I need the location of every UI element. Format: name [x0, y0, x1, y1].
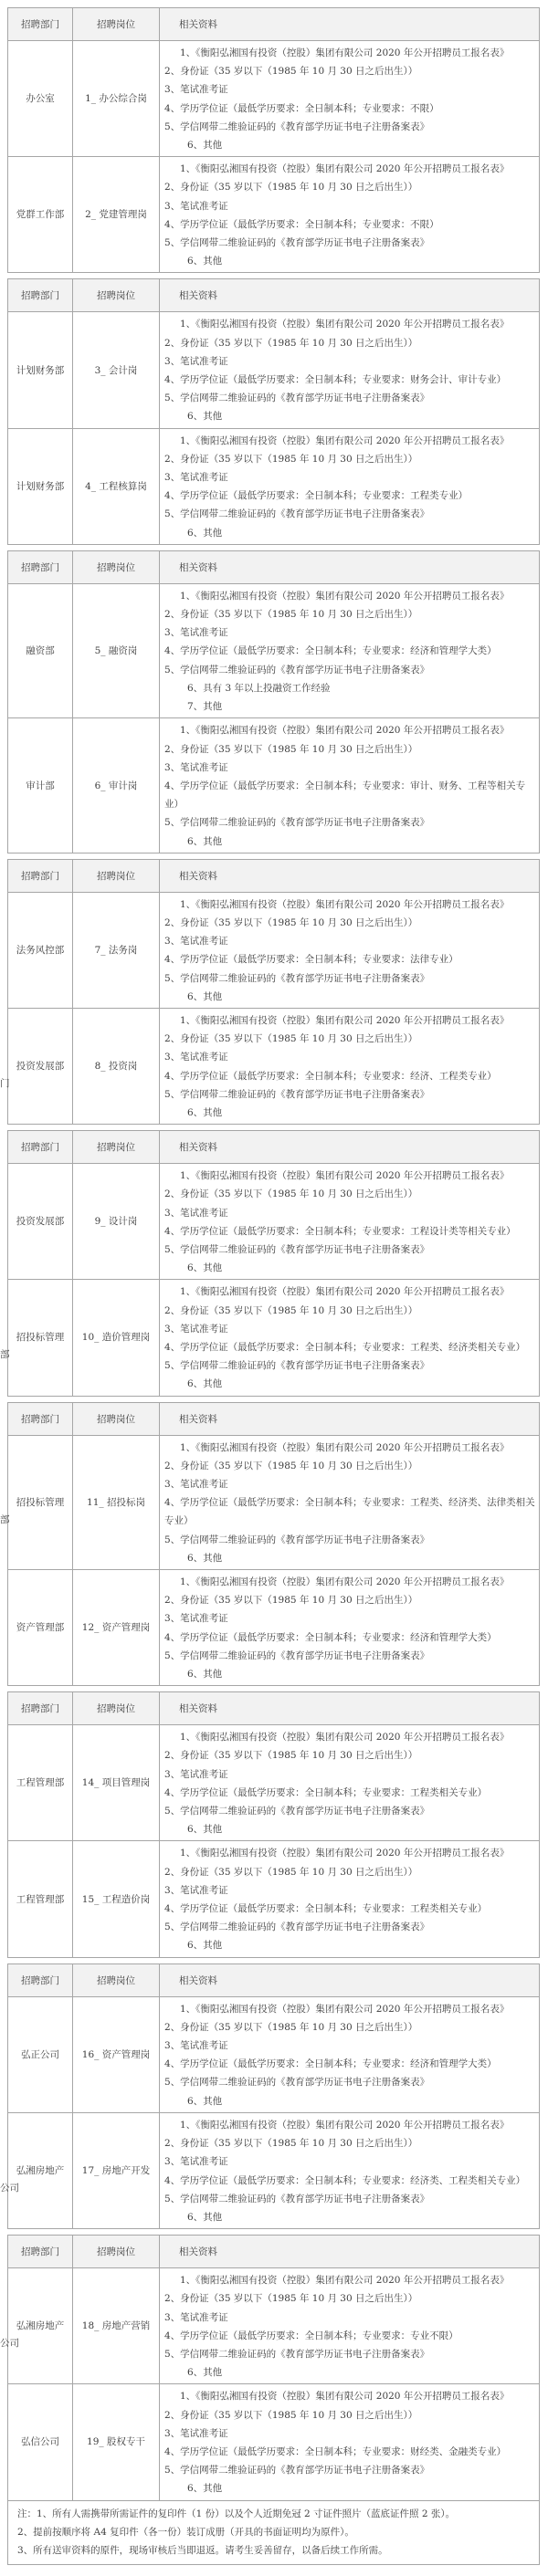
- department-name-overflow: 部: [0, 1513, 10, 1525]
- materials-item: 4、学历学位证（最低学历要求：全日制本科；专业要求：经济和管理学大类）: [164, 1631, 497, 1643]
- position-cell: [73, 1436, 160, 1570]
- materials-item: 3、笔试准考证: [164, 1884, 228, 1896]
- department-cell: [8, 893, 73, 1009]
- materials-item: 6、其他: [187, 140, 223, 152]
- header-cell-department: 招聘部门: [8, 279, 73, 312]
- materials-item: 5、学信网带二维验证码的《教育部学历证书电子注册备案表》: [164, 1243, 430, 1255]
- materials-item: 6、其他: [187, 1669, 223, 1681]
- position-name: 8_ 投资岗: [94, 1061, 138, 1073]
- materials-item: 2、身份证（35 岁以下（1985 年 10 月 30 日之后出生））: [164, 2138, 418, 2150]
- header-cell-department: 招聘部门: [8, 1403, 73, 1436]
- position-cell: [73, 1009, 160, 1125]
- position-cell: [73, 584, 160, 718]
- header-cell-position: 招聘岗位: [73, 1964, 160, 1997]
- department-cell: [8, 718, 73, 853]
- materials-item: 1、《衡阳弘湘国有投资（控股）集团有限公司 2020 年公开招聘员工报名表》: [180, 1286, 510, 1298]
- department-name: 弘信公司: [21, 2436, 59, 2448]
- materials-item: 6、其他: [187, 2211, 223, 2223]
- materials-item: 4、学历学位证（最低学历要求：全日制本科；专业要求：工程类相关专业）: [164, 1903, 488, 1915]
- materials-item: 1、《衡阳弘湘国有投资（控股）集团有限公司 2020 年公开招聘员工报名表》: [180, 2119, 510, 2131]
- header-cell-department: 招聘部门: [8, 2236, 73, 2268]
- header-cell-materials: 相关资料: [160, 1964, 540, 1997]
- materials-cell: [160, 1570, 540, 1686]
- position-name: 17_ 房地产开发: [81, 2165, 151, 2176]
- materials-item: 3、笔试准考证: [164, 1613, 228, 1625]
- department-name: 弘湘房地产: [16, 2320, 65, 2332]
- materials-item: 3、笔试准考证: [164, 2427, 228, 2439]
- materials-item: 4、学历学位证（最低学历要求：全日制本科；专业要求：工程类专业）: [164, 490, 469, 502]
- materials-cell: [160, 584, 540, 718]
- materials-item: 2、身份证（35 岁以下（1985 年 10 月 30 日之后出生））: [164, 609, 418, 621]
- position-cell: [73, 2384, 160, 2500]
- department-name: 计划财务部: [16, 480, 65, 492]
- department-cell: [8, 2384, 73, 2500]
- materials-item: 1、《衡阳弘湘国有投资（控股）集团有限公司 2020 年公开招聘员工报名表》: [180, 1170, 510, 1182]
- materials-item: 1、《衡阳弘湘国有投资（控股）集团有限公司 2020 年公开招聘员工报名表》: [180, 2275, 510, 2287]
- position-name: 7_ 法务岗: [94, 944, 138, 956]
- position-cell: [73, 893, 160, 1009]
- materials-item: 3、笔试准考证: [164, 355, 228, 367]
- materials-item: 6、其他: [187, 256, 223, 267]
- materials-item: 6、其他: [187, 1106, 223, 1118]
- department-name: 弘湘房地产: [16, 2165, 65, 2176]
- department-name: 审计部: [26, 780, 55, 791]
- materials-item: 4、学历学位证（最低学历要求：全日制本科；专业要求：经济类、工程类相关专业）: [164, 2174, 526, 2186]
- position-name: 12_ 资产管理岗: [81, 1622, 151, 1634]
- materials-cell: [160, 2268, 540, 2384]
- position-name: 5_ 融资岗: [94, 645, 138, 657]
- materials-item: 6、其他: [187, 2483, 223, 2495]
- position-cell: [73, 1725, 160, 1841]
- header-cell-materials: 相关资料: [160, 8, 540, 41]
- position-name: 14_ 项目管理岗: [81, 1777, 151, 1789]
- position-cell: [73, 157, 160, 273]
- materials-item: 6、其他: [187, 835, 223, 847]
- materials-item: 2、身份证（35 岁以下（1985 年 10 月 30 日之后出生））: [164, 2293, 418, 2305]
- materials-cell: [160, 429, 540, 545]
- materials-item: 2、身份证（35 岁以下（1985 年 10 月 30 日之后出生））: [164, 1304, 418, 1316]
- materials-cell: [160, 1997, 540, 2113]
- department-cell: [0, 2268, 73, 2384]
- materials-item: 5、学信网带二维验证码的《教育部学历证书电子注册备案表》: [164, 2193, 430, 2204]
- materials-item: 5、学信网带二维验证码的《教育部学历证书电子注册备案表》: [164, 2077, 430, 2089]
- recruitment-table-section: [7, 1691, 540, 1957]
- materials-cell: [160, 2384, 540, 2500]
- department-name: 党群工作部: [16, 209, 65, 221]
- materials-cell: [160, 1725, 540, 1841]
- department-name: 投资发展部: [16, 1216, 65, 1228]
- materials-item: 6、其他: [187, 2095, 223, 2107]
- materials-item: 6、其他: [187, 1262, 223, 1274]
- position-cell: [73, 718, 160, 853]
- position-cell: [73, 1280, 160, 1396]
- header-cell-materials: 相关资料: [160, 551, 540, 584]
- position-cell: [73, 429, 160, 545]
- department-cell: [8, 1164, 73, 1280]
- header-cell-position: 招聘岗位: [73, 551, 160, 584]
- department-name-overflow: 部: [0, 1349, 10, 1361]
- materials-item: 5、学信网带二维验证码的《教育部学历证书电子注册备案表》: [164, 817, 430, 829]
- header-cell-position: 招聘岗位: [73, 860, 160, 893]
- materials-item: 5、学信网带二维验证码的《教育部学历证书电子注册备案表》: [164, 120, 430, 132]
- department-cell: [8, 312, 73, 428]
- recruitment-table-section: [0, 1402, 540, 1687]
- materials-item: 2、身份证（35 岁以下（1985 年 10 月 30 日之后出生））: [164, 916, 418, 928]
- materials-item: 3、笔试准考证: [164, 936, 228, 948]
- header-cell-materials: 相关资料: [160, 2236, 540, 2268]
- materials-item: 2、身份证（35 岁以下（1985 年 10 月 30 日之后出生））: [164, 182, 418, 194]
- department-name: 计划财务部: [16, 364, 65, 376]
- materials-item: 4、学历学位证（最低学历要求：全日制本科；专业要求：经济、工程类专业）: [164, 1070, 497, 1082]
- materials-item: 5、学信网带二维验证码的《教育部学历证书电子注册备案表》: [164, 1806, 430, 1817]
- materials-item: 3、笔试准考证: [164, 84, 228, 96]
- materials-item: 3、笔试准考证: [164, 200, 228, 212]
- footnote: [8, 2501, 540, 2566]
- materials-item: 6、其他: [187, 527, 223, 539]
- materials-item: 2、身份证（35 岁以下（1985 年 10 月 30 日之后出生））: [164, 1866, 418, 1878]
- header-cell-position: 招聘岗位: [73, 8, 160, 41]
- materials-item: 1、《衡阳弘湘国有投资（控股）集团有限公司 2020 年公开招聘员工报名表》: [180, 590, 510, 602]
- materials-item: 2、身份证（35 岁以下（1985 年 10 月 30 日之后出生））: [164, 1189, 418, 1200]
- materials-item: 4、学历学位证（最低学历要求：全日制本科；专业要求：工程设计类等相关专业）: [164, 1225, 516, 1237]
- materials-item: 3、笔试准考证: [164, 1479, 228, 1490]
- position-name: 10_ 造价管理岗: [81, 1332, 151, 1344]
- materials-cell: [160, 157, 540, 273]
- position-name: 11_ 招投标岗: [87, 1496, 145, 1508]
- materials-item: 5、学信网带二维验证码的《教育部学历证书电子注册备案表》: [164, 664, 430, 675]
- position-cell: [73, 1841, 160, 1957]
- materials-item: 1、《衡阳弘湘国有投资（控股）集团有限公司 2020 年公开招聘员工报名表》: [180, 163, 510, 175]
- position-name: 18_ 房地产营销: [81, 2320, 151, 2332]
- footnote-line: 2、提前按顺序将 A4 复印件（各一份）装订成册（开具的书面证明均为原件）。: [17, 2526, 354, 2538]
- materials-item: 3、笔试准考证: [164, 2311, 228, 2323]
- materials-item: 1、《衡阳弘湘国有投资（控股）集团有限公司 2020 年公开招聘员工报名表》: [180, 1576, 510, 1588]
- materials-item: 5、学信网带二维验证码的《教育部学历证书电子注册备案表》: [164, 508, 430, 520]
- materials-item: 5、学信网带二维验证码的《教育部学历证书电子注册备案表》: [164, 393, 430, 404]
- materials-item: 1、《衡阳弘湘国有投资（控股）集团有限公司 2020 年公开招聘员工报名表》: [180, 47, 510, 58]
- materials-item: 2、身份证（35 岁以下（1985 年 10 月 30 日之后出生））: [164, 2409, 418, 2421]
- materials-item: 5、学信网带二维验证码的《教育部学历证书电子注册备案表》: [164, 1922, 430, 1933]
- materials-item: 4、学历学位证（最低学历要求：全日制本科；专业要求：经济和管理学大类）: [164, 2058, 497, 2070]
- materials-cell: [160, 312, 540, 428]
- department-cell: [8, 1841, 73, 1957]
- department-name: 资产管理部: [16, 1622, 65, 1634]
- materials-item: 5、学信网带二维验证码的《教育部学历证书电子注册备案表》: [164, 2465, 430, 2477]
- position-cell: [73, 1997, 160, 2113]
- position-name: 3_ 会计岗: [94, 364, 138, 376]
- materials-item: 5、学信网带二维验证码的《教育部学历证书电子注册备案表》: [164, 237, 430, 249]
- materials-item: 3、笔试准考证: [164, 1052, 228, 1063]
- department-name: 招投标管理: [16, 1332, 65, 1344]
- department-cell: [0, 1436, 73, 1570]
- position-cell: [73, 312, 160, 428]
- position-name: 6_ 审计岗: [94, 780, 138, 791]
- department-name: 招投标管理: [16, 1496, 65, 1508]
- recruitment-table-section: [0, 1130, 540, 1396]
- materials-item: 1、《衡阳弘湘国有投资（控股）集团有限公司 2020 年公开招聘员工报名表》: [180, 435, 510, 446]
- materials-item: 2、身份证（35 岁以下（1985 年 10 月 30 日之后出生））: [164, 337, 418, 349]
- position-name: 9_ 设计岗: [94, 1216, 138, 1228]
- department-cell: [8, 1570, 73, 1686]
- position-cell: [73, 1570, 160, 1686]
- header-cell-position: 招聘岗位: [73, 279, 160, 312]
- materials-item: 3、笔试准考证: [164, 627, 228, 639]
- header-cell-department: 招聘部门: [8, 551, 73, 584]
- header-cell-materials: 相关资料: [160, 1131, 540, 1164]
- materials-item: 4、学历学位证（最低学历要求：全日制本科；专业要求：工程类、经济类相关专业）: [164, 1341, 526, 1353]
- position-cell: [73, 2113, 160, 2229]
- department-name: 法务风控部: [16, 944, 65, 956]
- materials-cell: [160, 893, 540, 1009]
- department-name: 工程管理部: [16, 1777, 65, 1789]
- recruitment-table-section: [0, 1963, 540, 2229]
- department-name: 办公室: [26, 93, 55, 105]
- header-cell-position: 招聘岗位: [73, 1403, 160, 1436]
- materials-item: 1、《衡阳弘湘国有投资（控股）集团有限公司 2020 年公开招聘员工报名表》: [180, 898, 510, 910]
- recruitment-table-section: [7, 278, 540, 544]
- footnote-line: 3、所有送审资料的原件，现场审核后当即退返。请考生妥善留存，以备后续工作所需。: [17, 2544, 388, 2556]
- materials-item: 5、学信网带二维验证码的《教育部学历证书电子注册备案表》: [164, 1649, 430, 1661]
- header-cell-department: 招聘部门: [8, 1964, 73, 1997]
- department-name-overflow: 公司: [0, 2338, 19, 2350]
- department-name-overflow: 公司: [0, 2183, 19, 2194]
- materials-item: 3、笔试准考证: [164, 1207, 228, 1219]
- materials-item: 1、《衡阳弘湘国有投资（控股）集团有限公司 2020 年公开招聘员工报名表》: [180, 1848, 510, 1859]
- department-cell: [8, 41, 73, 157]
- position-name: 1_ 办公综合岗: [85, 93, 147, 105]
- materials-item: 2、身份证（35 岁以下（1985 年 10 月 30 日之后出生））: [164, 453, 418, 465]
- materials-item: 5、学信网带二维验证码的《教育部学历证书电子注册备案表》: [164, 972, 430, 984]
- materials-item: 1、《衡阳弘湘国有投资（控股）集团有限公司 2020 年公开招聘员工报名表》: [180, 1732, 510, 1744]
- materials-item: 6、其他: [187, 990, 223, 1002]
- materials-item: 1、《衡阳弘湘国有投资（控股）集团有限公司 2020 年公开招聘员工报名表》: [180, 2391, 510, 2403]
- materials-item: 3、笔试准考证: [164, 1323, 228, 1335]
- header-cell-materials: 相关资料: [160, 1692, 540, 1725]
- materials-item: 1、《衡阳弘湘国有投资（控股）集团有限公司 2020 年公开招聘员工报名表》: [180, 1441, 510, 1453]
- department-cell: [0, 2113, 73, 2229]
- materials-item: 4、学历学位证（最低学历要求：全日制本科；专业要求：工程类相关专业）: [164, 1786, 488, 1798]
- department-cell: [0, 1280, 73, 1396]
- materials-item: 5、学信网带二维验证码的《教育部学历证书电子注册备案表》: [164, 1534, 430, 1545]
- department-cell: [8, 584, 73, 718]
- materials-item: 2、身份证（35 岁以下（1985 年 10 月 30 日之后出生））: [164, 66, 418, 78]
- header-cell-position: 招聘岗位: [73, 1131, 160, 1164]
- materials-item: 5、学信网带二维验证码的《教育部学历证书电子注册备案表》: [164, 2348, 430, 2360]
- materials-cell: [160, 1280, 540, 1396]
- materials-item: 4、学历学位证（最低学历要求：全日制本科；专业要求：工程类、经济类、法律类相关专业）: [164, 1497, 535, 1527]
- materials-item: 2、身份证（35 岁以下（1985 年 10 月 30 日之后出生））: [164, 1460, 418, 1471]
- materials-item: 2、身份证（35 岁以下（1985 年 10 月 30 日之后出生））: [164, 1750, 418, 1762]
- materials-item: 5、学信网带二维验证码的《教育部学历证书电子注册备案表》: [164, 1360, 430, 1372]
- header-cell-materials: 相关资料: [160, 279, 540, 312]
- materials-item: 6、其他: [187, 1378, 223, 1390]
- position-cell: [73, 41, 160, 157]
- header-cell-department: 招聘部门: [8, 1692, 73, 1725]
- department-name: 弘正公司: [21, 2048, 59, 2060]
- header-cell-department: 招聘部门: [8, 8, 73, 41]
- department-cell: [8, 1997, 73, 2113]
- materials-item: 4、学历学位证（最低学历要求：全日制本科；专业要求：财务会计、审计专业）: [164, 374, 507, 386]
- department-cell: [8, 1725, 73, 1841]
- materials-item: 2、身份证（35 岁以下（1985 年 10 月 30 日之后出生））: [164, 2021, 418, 2033]
- position-name: 2_ 党建管理岗: [85, 209, 147, 221]
- materials-item: 1、《衡阳弘湘国有投资（控股）集团有限公司 2020 年公开招聘员工报名表》: [180, 2003, 510, 2015]
- materials-item: 3、笔试准考证: [164, 2040, 228, 2052]
- department-name-overflow: 门: [0, 1078, 10, 1090]
- materials-item: 6、其他: [187, 2367, 223, 2379]
- materials-item: 3、笔试准考证: [164, 1768, 228, 1780]
- department-name: 投资发展部: [16, 1061, 65, 1073]
- materials-item: 3、笔试准考证: [164, 2156, 228, 2168]
- department-name: 工程管理部: [16, 1893, 65, 1905]
- header-cell-position: 招聘岗位: [73, 1692, 160, 1725]
- materials-item: 4、学历学位证（最低学历要求：全日制本科；专业要求：财经类、金融类专业）: [164, 2445, 507, 2457]
- materials-item: 6、其他: [187, 1940, 223, 1952]
- materials-cell: [160, 2113, 540, 2229]
- materials-cell: [160, 1436, 540, 1570]
- materials-item: 2、身份证（35 岁以下（1985 年 10 月 30 日之后出生））: [164, 743, 418, 755]
- materials-item: 4、学历学位证（最低学历要求：全日制本科；专业要求：审计、财务、工程等相关专业）: [164, 780, 526, 811]
- materials-item: 4、学历学位证（最低学历要求：全日制本科；专业要求：法律专业）: [164, 954, 458, 966]
- department-name: 融资部: [26, 645, 55, 657]
- recruitment-table-section: [7, 7, 540, 273]
- materials-item: 4、学历学位证（最低学历要求：全日制本科；专业要求：不限）: [164, 218, 439, 230]
- materials-cell: [160, 41, 540, 157]
- recruitment-table-section: [7, 550, 540, 853]
- header-cell-materials: 相关资料: [160, 1403, 540, 1436]
- recruitment-table-section: [0, 2235, 540, 2565]
- materials-item: 2、身份证（35 岁以下（1985 年 10 月 30 日之后出生））: [164, 1595, 418, 1607]
- materials-item: 3、笔试准考证: [164, 472, 228, 484]
- materials-cell: [160, 1009, 540, 1125]
- department-cell: [0, 1009, 73, 1125]
- materials-cell: [160, 1841, 540, 1957]
- header-cell-department: 招聘部门: [8, 1131, 73, 1164]
- recruitment-table-section: [0, 859, 540, 1125]
- footnote-line: 注：1、所有人需携带所需证件的复印件（1 份）以及个人近期免冠 2 寸证件照片（蓝底证件照 2 张）。: [17, 2508, 456, 2519]
- materials-item: 6、其他: [187, 411, 223, 423]
- position-name: 15_ 工程造价岗: [81, 1893, 151, 1905]
- materials-item: 4、学历学位证（最低学历要求：全日制本科；专业要求：经济和管理学大类）: [164, 645, 497, 657]
- department-cell: [8, 157, 73, 273]
- materials-item: 6、其他: [187, 1552, 223, 1564]
- materials-item: 7、其他: [187, 701, 223, 713]
- position-cell: [73, 2268, 160, 2384]
- position-cell: [73, 1164, 160, 1280]
- materials-item: 1、《衡阳弘湘国有投资（控股）集团有限公司 2020 年公开招聘员工报名表》: [180, 319, 510, 330]
- header-cell-department: 招聘部门: [8, 860, 73, 893]
- materials-item: 1、《衡阳弘湘国有投资（控股）集团有限公司 2020 年公开招聘员工报名表》: [180, 725, 510, 737]
- header-cell-materials: 相关资料: [160, 860, 540, 893]
- materials-item: 5、学信网带二维验证码的《教育部学历证书电子注册备案表》: [164, 1088, 430, 1100]
- materials-item: 2、身份证（35 岁以下（1985 年 10 月 30 日之后出生））: [164, 1033, 418, 1045]
- materials-item: 4、学历学位证（最低学历要求：全日制本科；专业要求：专业不限）: [164, 2330, 458, 2341]
- materials-item: 6、其他: [187, 1824, 223, 1836]
- materials-cell: [160, 1164, 540, 1280]
- position-name: 16_ 资产管理岗: [81, 2048, 151, 2060]
- header-cell-position: 招聘岗位: [73, 2236, 160, 2268]
- materials-item: 3、笔试准考证: [164, 761, 228, 773]
- position-name: 4_ 工程核算岗: [85, 480, 147, 492]
- department-cell: [8, 429, 73, 545]
- position-name: 19_ 股权专干: [87, 2436, 145, 2448]
- materials-item: 6、具有 3 年以上投融资工作经验: [187, 682, 331, 694]
- materials-cell: [160, 718, 540, 853]
- materials-item: 4、学历学位证（最低学历要求：全日制本科；专业要求：不限）: [164, 102, 439, 114]
- materials-item: 1、《衡阳弘湘国有投资（控股）集团有限公司 2020 年公开招聘员工报名表》: [180, 1014, 510, 1026]
